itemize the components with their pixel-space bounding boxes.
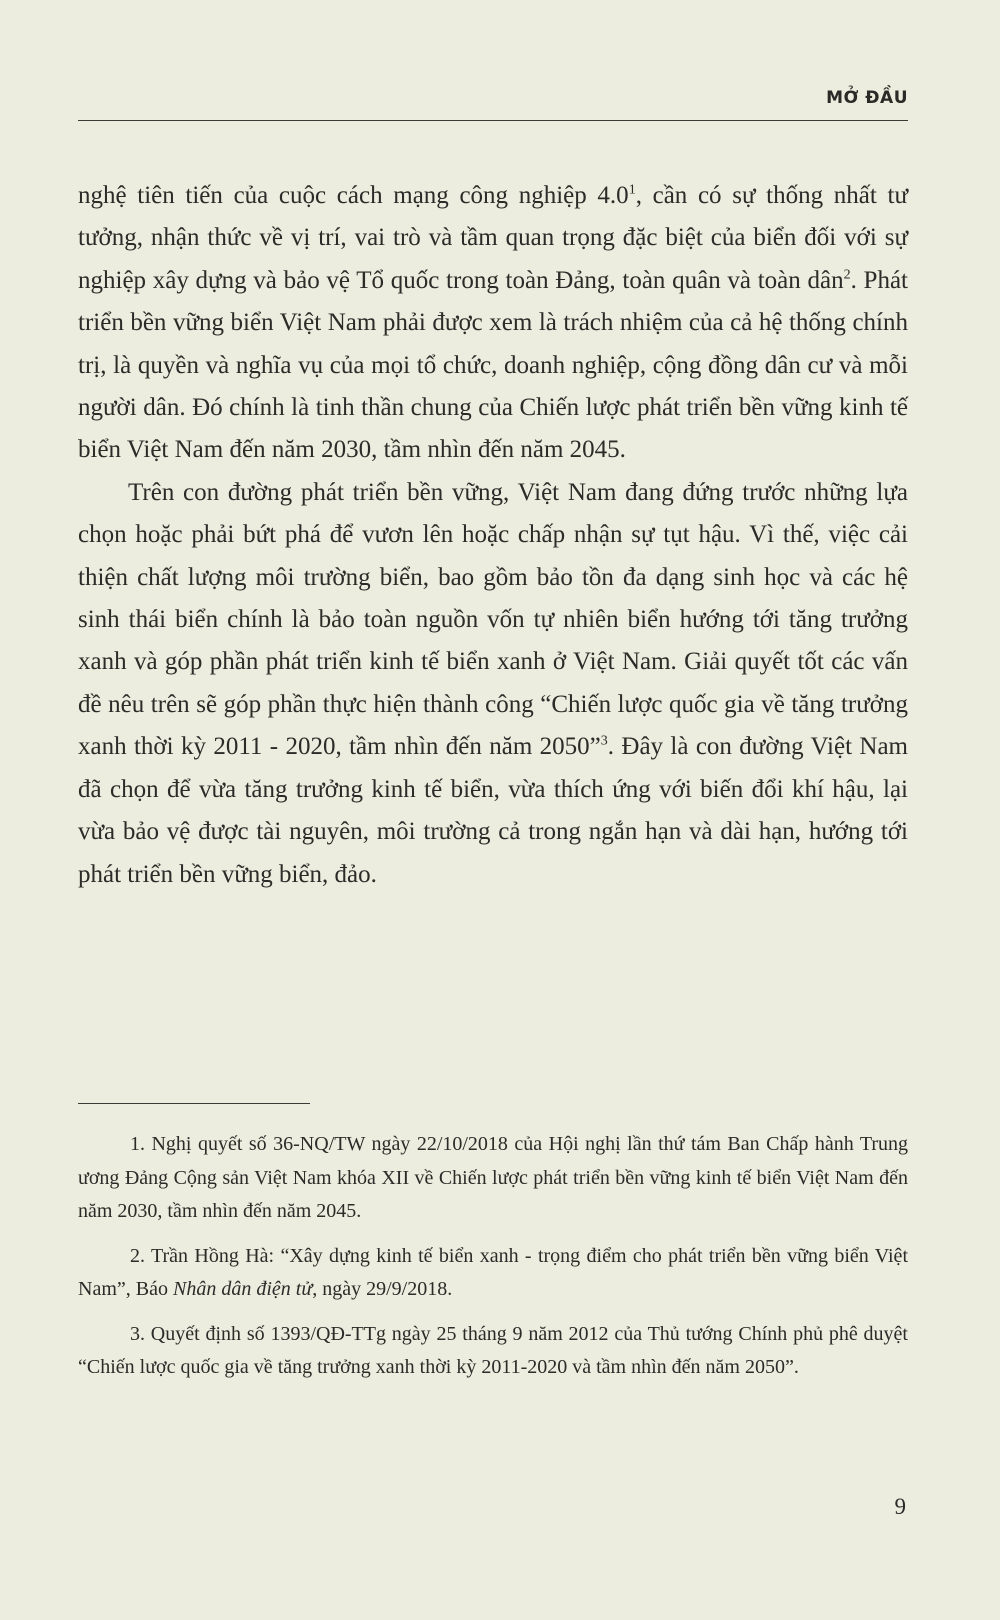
footnote-1: 1. Nghị quyết số 36-NQ/TW ngày 22/10/2018 của Hội nghị lần thứ tám Ban Chấp hành Trung ương Đảng Cộng sản Việt Nam khóa XII về Chiến lược phát triển bền vững kinh tế biển Việt Nam đến năm 2030, tầm nhìn đến năm 2045. (78, 1133, 908, 1222)
footnote-2 (78, 1240, 908, 1307)
paragraph-1 (78, 175, 908, 472)
footnote-ref-3: 3 (600, 733, 608, 749)
paragraph-1-part-1: nghệ tiên tiến của cuộc cách mạng công nghiệp 4.0 (78, 182, 629, 209)
paragraph-2 (78, 472, 908, 896)
footnote-2-date: , ngày 29/9/2018. (312, 1278, 453, 1300)
footnote-3: 3. Quyết định số 1393/QĐ-TTg ngày 25 tháng 9 năm 2012 của Thủ tướng Chính phủ phê duyệt “Chiến lược quốc gia về tăng trưởng xanh thời kỳ 2011-2020 và tầm nhìn đến năm 2050”. (78, 1322, 908, 1378)
page-number: 9 (894, 1494, 906, 1519)
footnote-ref-2: 2 (843, 267, 851, 283)
paragraph-1-part-3: . Phát triển bền vững biển Việt Nam phải được xem là trách nhiệm của cả hệ thống chính trị, là quyền và nghĩa vụ của mọi tổ chức, doanh nghiệp, cộng đồng dân cư và mỗi người dân. Đó chính là tinh thần chung của Chiến lược phát triển bền vững kinh tế biển Việt Nam đến năm 2030, tầm nhìn đến năm 2045. (78, 266, 908, 464)
footnote-divider (78, 1103, 310, 1104)
section-title: MỞ ĐẦU (826, 88, 908, 108)
running-header (78, 82, 908, 121)
paragraph-2-part-2: . Đây là con đường Việt Nam đã chọn để vừa tăng trưởng kinh tế biển, vừa thích ứng với biến đổi khí hậu, lại vừa bảo vệ được tài nguyên, môi trường cả trong ngắn hạn và dài hạn, hướng tới phát triển bền vững biển, đảo. (78, 733, 908, 888)
footnotes (78, 1128, 908, 1396)
main-text (78, 175, 908, 896)
footnote-2-source: Nhân dân điện tử (172, 1278, 313, 1300)
footnote-2-text: 2. Trần Hồng Hà: “Xây dựng kinh tế biển xanh - trọng điểm cho phát triển bền vững biển Việt Nam”, Báo (78, 1244, 908, 1300)
footnote-ref-1: 1 (628, 182, 636, 198)
paragraph-2-part-1: Trên con đường phát triển bền vững, Việt Nam đang đứng trước những lựa chọn hoặc phải bứt phá để vươn lên hoặc chấp nhận sự tụt hậu. Vì thế, việc cải thiện chất lượng môi trường biển, bao gồm bảo tồn đa dạng sinh học và các hệ sinh thái biển chính là bảo toàn nguồn vốn tự nhiên biển hướng tới tăng trưởng xanh và góp phần phát triển kinh tế biển xanh ở Việt Nam. Giải quyết tốt các vấn đề nêu trên sẽ góp phần thực hiện thành công “Chiến lược quốc gia về tăng trưởng xanh thời kỳ 2011 - 2020, tầm nhìn đến năm 2050” (78, 478, 908, 761)
paragraph-1-part-2: , cần có sự thống nhất tư tưởng, nhận thức về vị trí, vai trò và tầm quan trọng đặc biệt của biển đối với sự nghiệp xây dựng và bảo vệ Tổ quốc trong toàn Đảng, toàn quân và toàn dân (78, 182, 908, 294)
